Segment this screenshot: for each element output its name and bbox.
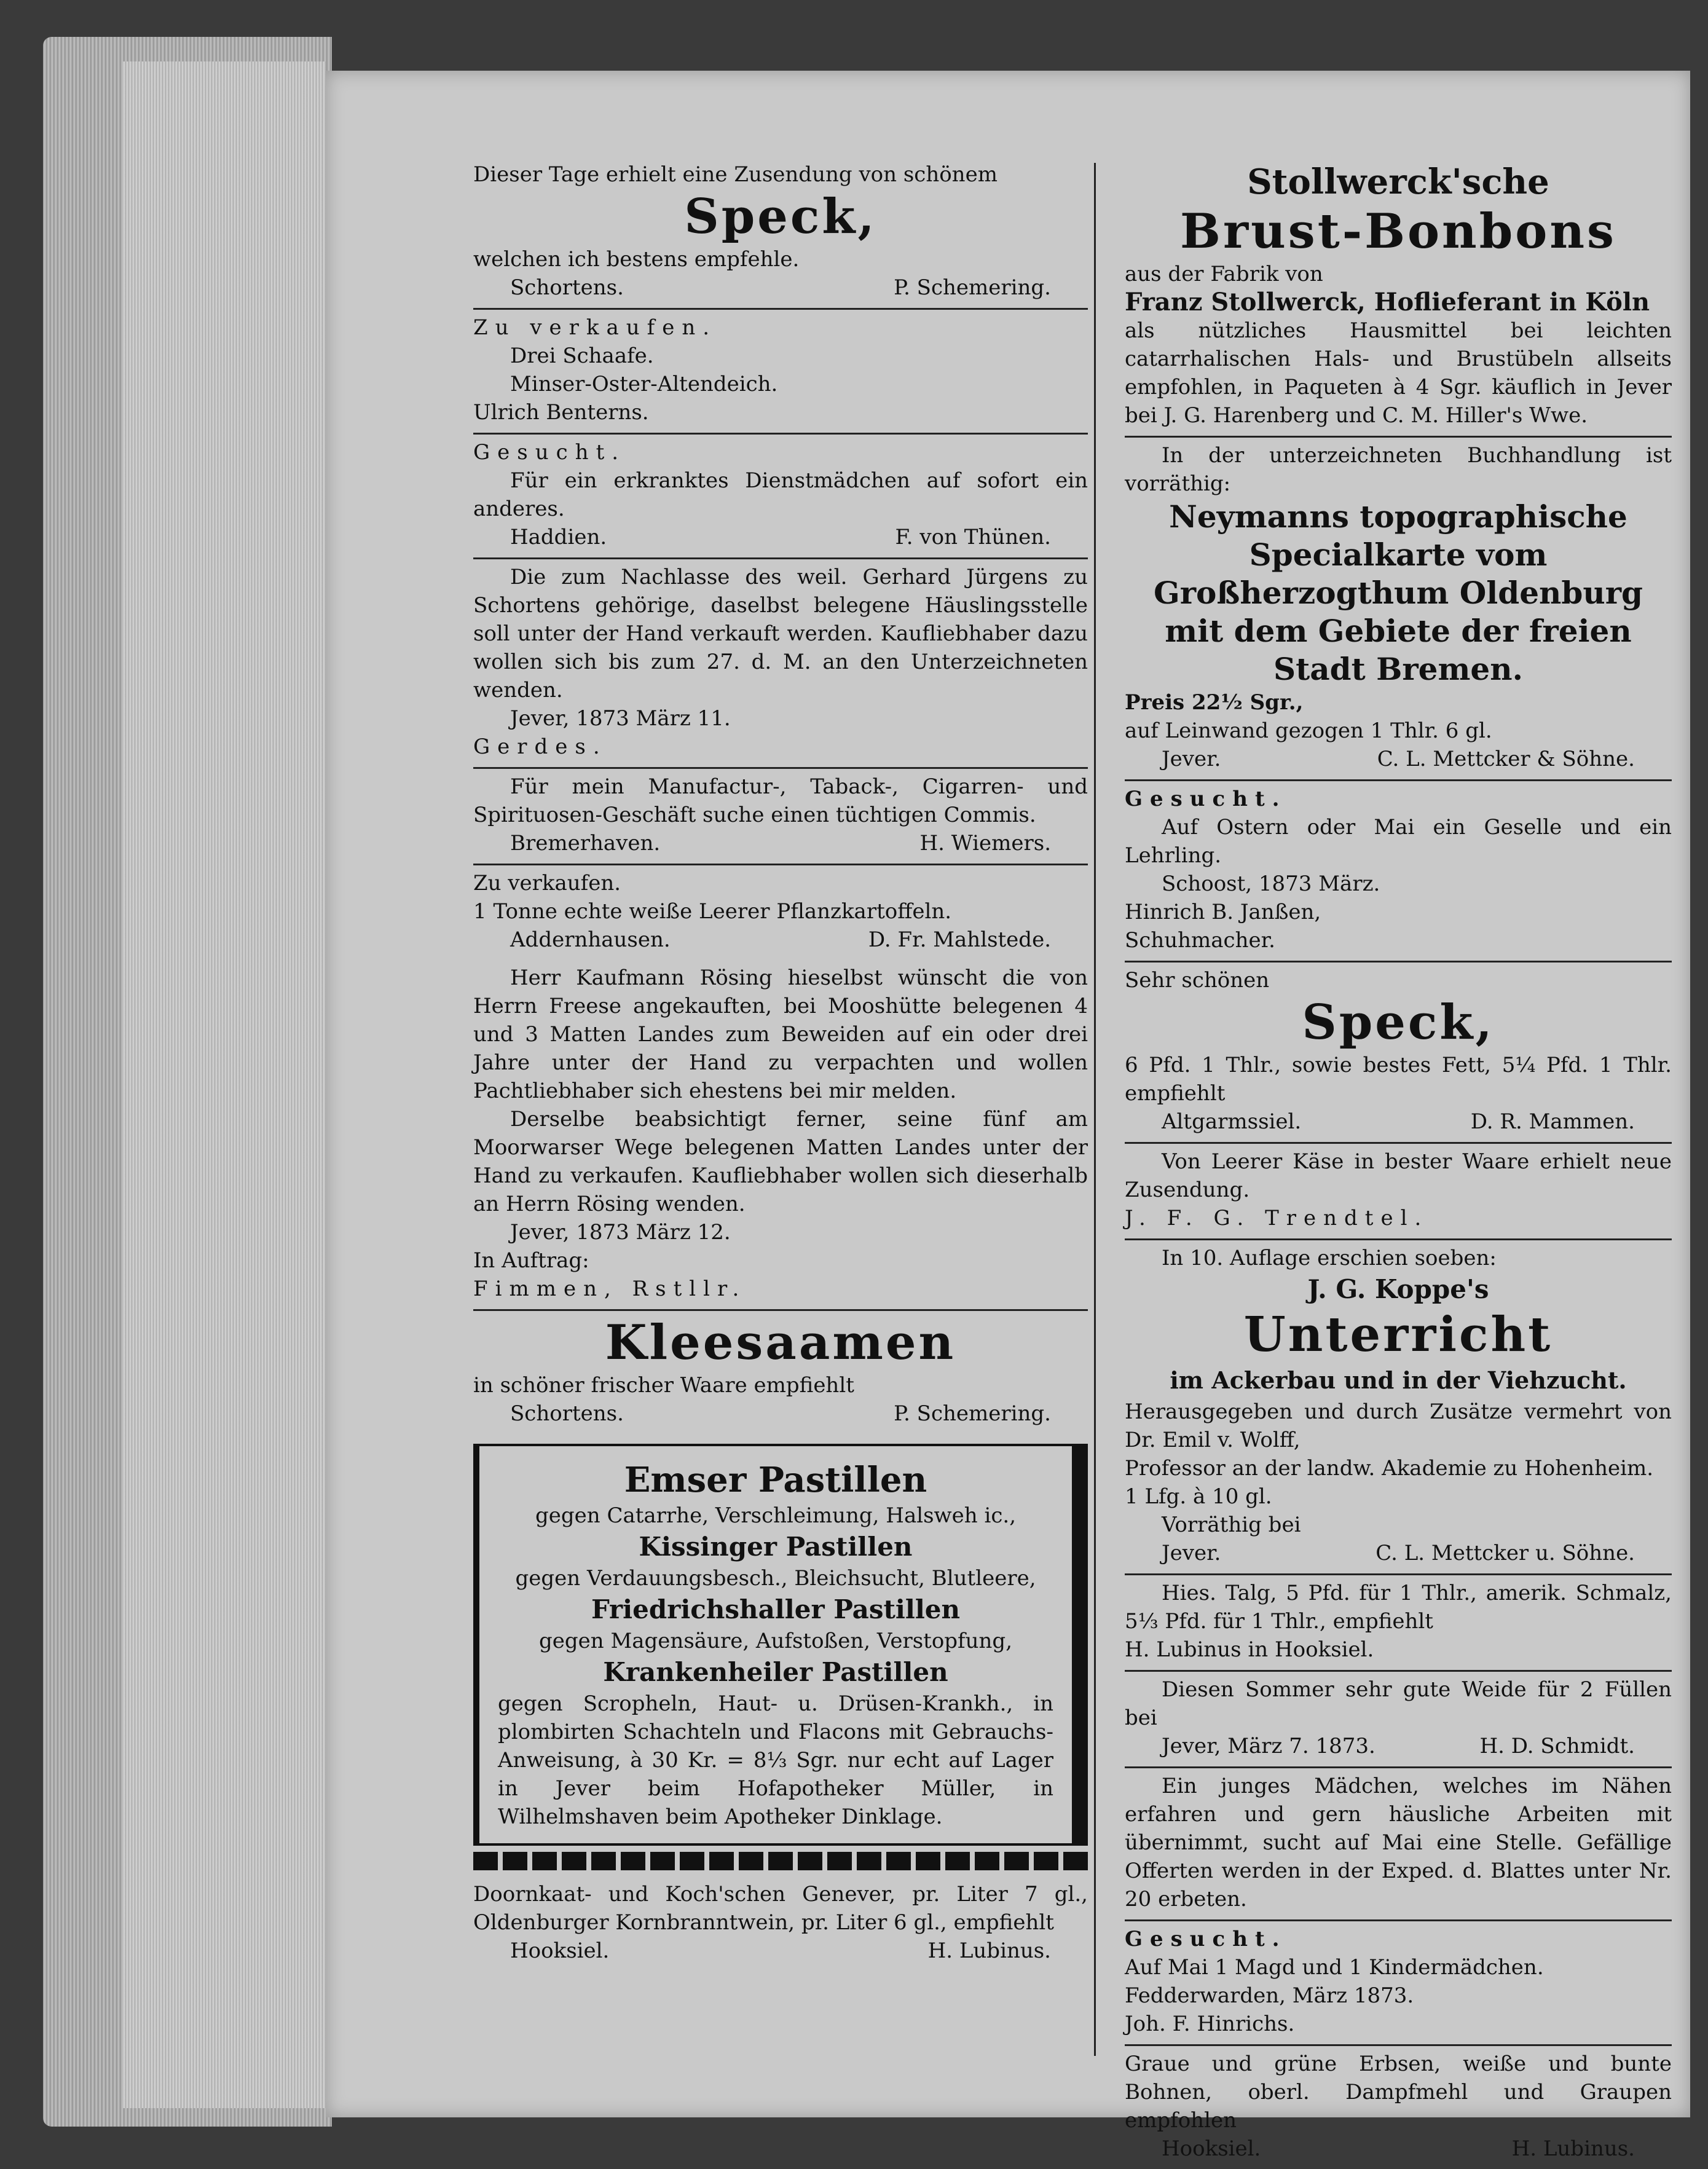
ad-place: Hooksiel. [1162,2136,1261,2161]
ad-text: Minser-Oster-Altendeich. [510,372,778,396]
ad-stollwerck [1125,157,1672,438]
column-rule [1094,163,1096,2056]
ad-signature: Ulrich Benterns. [473,400,649,425]
ad-date: Schoost, 1873 März. [1162,872,1380,896]
ad-signature: Hinrich B. Janßen, [1125,900,1321,924]
ad-signature: J. F. G. Trendtel. [1125,1206,1429,1230]
ad-pastillen [473,1434,1088,1876]
ad-price: 1 Lfg. à 10 gl. [1125,1484,1272,1509]
ad-signature: H. Lubinus in Hooksiel. [1125,1637,1374,1662]
ad-kartoffeln [473,865,1088,960]
ad-gesucht-dienstmaedchen [473,435,1088,559]
ad-text: Vorräthig bei [1162,1513,1301,1537]
right-column [1125,157,1672,2169]
ad-text: Graue und grüne Erbsen, weiße und bunte Bohnen, oberl. Dampfmehl und Graupen empfohlen [1125,2052,1672,2133]
ad-roesing [473,960,1088,1311]
ad-title: Kleesaamen [605,1315,956,1371]
ad-text: 1 Tonne echte weiße Leerer Pflanzkartoffeln. [473,899,952,924]
ad-heading: Gesucht. [1125,1927,1287,1951]
ad-auftrag: In Auftrag: [473,1248,589,1273]
ad-text: Professor an der landw. Akademie zu Hohenheim. [1125,1456,1654,1481]
ad-title: Kissinger Pastillen [639,1532,913,1562]
ad-intro: Sehr schönen [1125,968,1270,993]
ad-text: gegen Verdauungsbesch., Bleichsucht, Blutleere, [515,1566,1036,1591]
ad-speck-schemering [473,157,1088,310]
ad-title: Emser Pastillen [624,1460,927,1500]
ad-signature: Joh. F. Hinrichs. [1125,2012,1295,2036]
ad-maker: Franz Stollwerck, Hoflieferant in Köln [1125,288,1650,317]
ad-title: Speck, [684,189,877,245]
decorative-border [473,1852,1088,1870]
ad-title: Speck, [1302,994,1495,1050]
ad-signature: C. L. Mettcker & Söhne. [1377,747,1635,771]
ad-heading: Gesucht. [1125,787,1287,811]
ad-text: Diesen Sommer sehr gute Weide für 2 Füllen bei [1125,1677,1672,1730]
ad-place: Altgarmssiel. [1162,1109,1302,1134]
ad-place: Haddien. [510,525,607,549]
pastillen-box [473,1444,1088,1846]
ad-title: Brust-Bonbons [1180,203,1616,259]
ad-signature: C. L. Mettcker u. Söhne. [1375,1541,1635,1565]
ad-title: Neymanns topographische Specialkarte vom Großherzogthum Oldenburg mit dem Gebiete der freien Stadt Bremen. [1154,498,1643,687]
ad-signature: H. Lubinus. [1511,2136,1635,2161]
ad-text: welchen ich bestens empfehle. [473,247,800,272]
ad-signature: D. Fr. Mahlstede. [868,927,1051,952]
ad-place: Bremerhaven. [510,831,661,856]
ad-title: Stollwerck'sche [1247,162,1549,202]
ad-heading: Zu verkaufen. [473,871,621,896]
ad-title: Friedrichshaller Pastillen [591,1594,961,1624]
ad-place: Hooksiel. [510,1939,610,1963]
ad-text: In der unterzeichneten Buchhandlung ist vorräthig: [1125,443,1672,496]
ad-text: in schöner frischer Waare empfiehlt [473,1373,854,1398]
ad-genever [473,1876,1088,1971]
ad-text: gegen Scropheln, Haut- u. Drüsen-Krankh., in plombirten Schachteln und Flacons mit Gebrauchs-Anweisung, à 30 Kr. = 8⅓ Sgr. nur echt auf Lager in Jever beim Hofapotheker Müller, in Wilhelmshaven beim Apotheker Dinklage. [498,1691,1053,1829]
ad-signature: Gerdes. [473,734,607,759]
ad-text: Auf Mai 1 Magd und 1 Kindermädchen. [1125,1955,1544,1980]
ad-place: Jever. [1162,747,1221,771]
ad-text: gegen Magensäure, Aufstoßen, Verstopfung, [538,1629,1012,1653]
ad-role: Schuhmacher. [1125,928,1275,953]
ad-text: gegen Catarrhe, Verschleimung, Halsweh ic., [535,1503,1017,1528]
ad-text: auf Leinwand gezogen 1 Thlr. 6 gl. [1125,718,1492,743]
ad-text: Drei Schaafe. [510,344,654,368]
ad-text: Ein junges Mädchen, welches im Nähen erfahren und gern häusliche Arbeiten mit übernimmt, sucht auf Mai eine Stelle. Gefällige Offerten werden in der Exped. d. Blattes unter Nr. 20 erbeten. [1125,1774,1672,1911]
ad-title: J. G. Koppe's [1307,1274,1489,1304]
ad-text: Für mein Manufactur-, Taback-, Cigarren- und Spirituosen-Geschäft suche einen tüchtigen Commis. [473,774,1088,827]
ad-place: Addernhausen. [510,927,671,952]
ad-text: Auf Ostern oder Mai ein Geselle und ein Lehrling. [1125,815,1672,868]
ad-signature: F. von Thünen. [895,525,1051,549]
ad-kleesaamen [473,1311,1088,1434]
ad-title: Unterricht [1243,1307,1553,1363]
ad-text: Die zum Nachlasse des weil. Gerhard Jürgens zu Schortens gehörige, daselbst belegene Häuslingsstelle soll unter der Hand verkauft werden. Kaufliebhaber dazu wollen sich bis zum 27. d. M. an den Unterzeichneten wenden. [473,565,1088,703]
ad-text: Herr Kaufmann Rösing hieselbst wünscht die von Herrn Freese angekauften, bei Mooshütte belegenen 4 und 3 Matten Landes zum Beweiden auf ein oder drei Jahre unter der Hand zu verpachten und wollen Pachtliebhaber sich ehestens bei mir melden. [473,966,1088,1103]
ad-signature: Fimmen, Rstllr. [473,1277,747,1301]
ad-speck-mammen [1125,962,1672,1144]
ad-erbsen [1125,2046,1672,2169]
ad-text: Derselbe beabsichtigt ferner, seine fünf am Moorwarser Wege belegenen Matten Landes unter der Hand zu verkaufen. Kaufliebhaber wollen sich dieserhalb an Herrn Rösing wenden. [473,1107,1088,1216]
ad-text: Für ein erkranktes Dienstmädchen auf sofort ein anderes. [473,468,1088,521]
ad-date: Fedderwarden, März 1873. [1125,1983,1414,2008]
ad-date: Jever, 1873 März 12. [510,1220,731,1245]
ad-verkaufen-schaafe [473,310,1088,435]
ad-place: Schortens. [510,1401,624,1426]
ad-place: Schortens. [510,275,624,300]
ad-koppe [1125,1240,1672,1575]
ad-karte [1125,438,1672,781]
ad-text: Hies. Talg, 5 Pfd. für 1 Thlr., amerik. Schmalz, 5⅓ Pfd. für 1 Thlr., empfiehlt [1125,1581,1672,1634]
ad-signature: H. Wiemers. [919,831,1051,856]
ad-kaese [1125,1144,1672,1240]
ad-heading: Zu verkaufen. [473,315,717,340]
page-stack [123,61,326,2108]
left-column [473,157,1088,1971]
ad-text: Herausgegeben und durch Zusätze vermehrt von Dr. Emil v. Wolff, [1125,1399,1672,1452]
ad-signature: H. Lubinus. [927,1939,1051,1963]
ad-intro: In 10. Auflage erschien soeben: [1162,1246,1497,1270]
ad-commis [473,769,1088,865]
ad-talg [1125,1575,1672,1672]
ad-text: Doornkaat- und Koch'schen Genever, pr. Liter 7 gl., Oldenburger Kornbranntwein, pr. Liter 6 gl., empfiehlt [473,1882,1088,1935]
ad-heading: Gesucht. [473,440,626,465]
ad-weide [1125,1672,1672,1768]
ad-date: Jever, März 7. 1873. [1162,1734,1375,1758]
ad-date: Jever, 1873 März 11. [510,706,731,731]
ad-place: Jever. [1162,1541,1221,1565]
ad-nachlass [473,559,1088,769]
newspaper-page [326,71,1690,2161]
ad-signature: H. D. Schmidt. [1479,1734,1635,1758]
ad-signature: D. R. Mammen. [1470,1109,1635,1134]
ad-maedchen [1125,1768,1672,1921]
ad-intro: Dieser Tage erhielt eine Zusendung von schönem [473,162,998,187]
ad-signature: P. Schemering. [894,1401,1051,1426]
ad-title: im Ackerbau und in der Viehzucht. [1170,1366,1627,1394]
ad-text: Von Leerer Käse in bester Waare erhielt neue Zusendung. [1125,1149,1672,1202]
ad-text: als nützliches Hausmittel bei leichten catarrhalischen Hals- und Brustübeln allseits empfohlen, in Paqueten à 4 Sgr. käuflich in Jever bei J. G. Harenberg und C. M. Hiller's Wwe. [1125,318,1672,428]
ad-title: Krankenheiler Pastillen [603,1657,948,1687]
ad-text: 6 Pfd. 1 Thlr., sowie bestes Fett, 5¼ Pfd. 1 Thlr. empfiehlt [1125,1053,1672,1106]
ad-text: aus der Fabrik von [1125,262,1323,286]
ad-gesucht-geselle [1125,781,1672,962]
ad-price: Preis 22½ Sgr., [1125,690,1304,715]
ad-gesucht-magd [1125,1921,1672,2046]
ad-signature: P. Schemering. [894,275,1051,300]
